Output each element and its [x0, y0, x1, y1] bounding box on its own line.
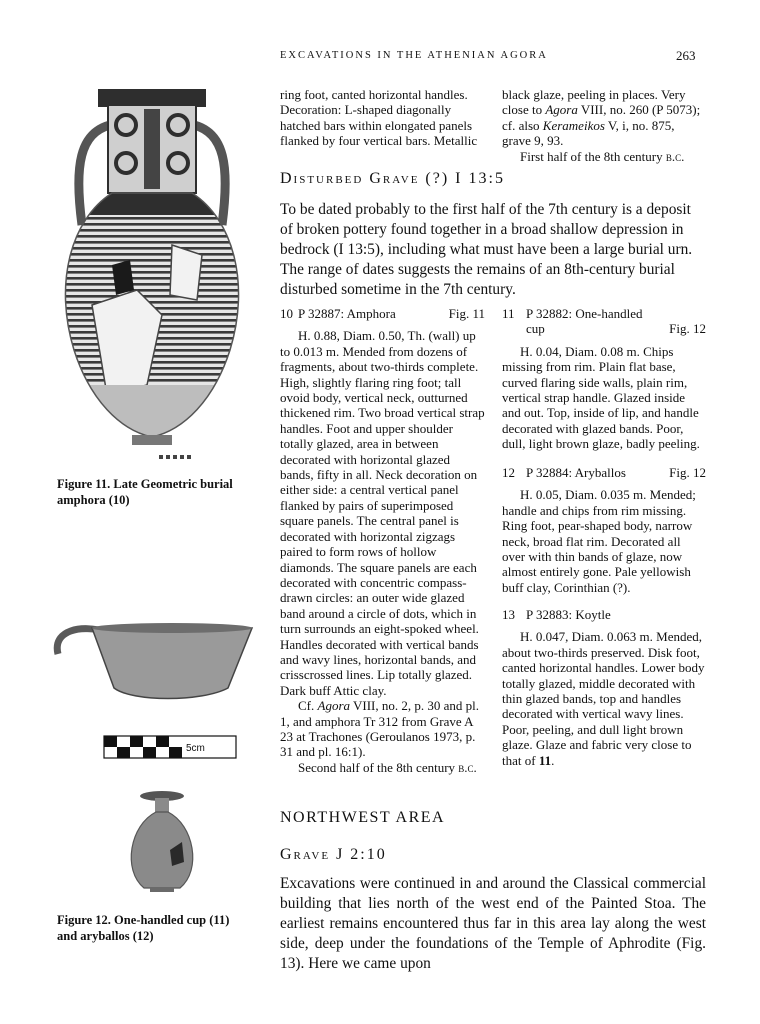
- section-heading-northwest: NORTHWEST AREA: [280, 809, 446, 826]
- entry-inventory-cont: cup: [526, 321, 545, 337]
- catalogue-entry-10: [280, 306, 485, 775]
- scale-bar: [104, 736, 236, 758]
- entry-inventory: P 32887: Amphora: [298, 306, 396, 321]
- continuation-text-right: black glaze, peeling in places. Very close to Agora VIII, no. 260 (P 5073); cf. also Kerameikos V, i, no. 875, grave 9, 93.: [502, 87, 701, 149]
- top-continuation-left: [280, 87, 485, 149]
- catalogue-entry-11: [502, 306, 706, 452]
- figure-reference: Fig. 12: [669, 321, 706, 337]
- entry-number: 12: [502, 465, 515, 480]
- entry-number: 13: [502, 607, 515, 622]
- entry-comparanda: Cf. Agora VIII, no. 2, p. 30 and pl. 1, and amphora Tr 312 from Grave A 23 at Trachones (Geroulanos 1973, p. 31 and pl. 16:1).: [280, 698, 480, 760]
- entry-number: 11: [502, 306, 515, 321]
- section-paragraph: To be dated probably to the first half of the 7th century is a deposit of broken pottery found together in a broad shallow depression in bedrock (I 13:5), including what must have been a large burial urn. The range of dates suggests the remains of an 8th-century burial disturbed sometime in the 7th century.: [280, 201, 693, 298]
- page-number: 263: [676, 48, 696, 63]
- scale-dots: [159, 455, 191, 459]
- entry-description: H. 0.05, Diam. 0.035 m. Mended; handle and chips from rim missing. Ring foot, pear-shaped body, narrow neck, broad flat rim. Decorated all over with thin bands of glaze, now almost entirely gone. Pale yellowish buff clay, Corinthian (?).: [502, 487, 696, 595]
- entry-description: H. 0.04, Diam. 0.08 m. Chips missing from rim. Plain flat base, curved flaring side walls, plain rim, vertical strap handle. Glazed inside and out. Top, inside of lip, and handle decorated with glazed bands. Poor, dull, light brown glaze, badly peeling.: [502, 343, 700, 452]
- entry-inventory: P 32883: Koytle: [526, 607, 611, 622]
- continuation-text: ring foot, canted horizontal handles. Decoration: L-shaped diagonally hatched bars within elongated panels flanked by four vertical bars. Metallic: [280, 87, 478, 149]
- entry-description: H. 0.88, Diam. 0.50, Th. (wall) up to 0.013 m. Mended from dozens of fragments, about two-thirds complete. High, slightly flaring ring foot; tall ovoid body, vertical neck, outturned thickened rim. Two broad vertical strap handles. Foot and upper shoulder totally glazed, area in between decorated with horizontal glazed bands, fifty in all. Neck decoration on either side: a central vertical panel flanked by pairs of superimposed square panels. The central panel is decorated with horizontal zigzags paired to form rows of hollow diamonds. The square panels are each decorated with concentric compass-drawn circles: an outer wide glazed band around a circle of dots, which in turn surrounds an eight-spoked wheel. Handles decorated with vertical bands and wavy lines, horizontal bands, and crisscrossed lines. Lip totally glazed. Dark buff Attic clay.: [280, 328, 485, 698]
- one-handled-cup: [57, 623, 252, 699]
- subsection-heading: Grave J 2:10: [280, 846, 387, 863]
- entry-number: 10: [280, 306, 293, 321]
- figure-11-caption: Figure 11. Late Geometric burial amphora (10): [57, 477, 233, 507]
- entry-description: H. 0.047, Diam. 0.063 m. Mended, about two-thirds preserved. Disk foot, canted horizontal handles. Lower body totally glazed, middle decorated with thin glazed bands, top and handles decorated with vertical wavy lines. Poor, peeling, and dull light brown glaze. Glaze and fabric very close to that of 11.: [502, 629, 705, 768]
- date-line: First half of the 8th century b.c.: [520, 148, 685, 164]
- catalogue-entry-12: [502, 465, 706, 595]
- aryballos: [131, 791, 193, 892]
- figure-12-caption: Figure 12. One-handled cup (11) and aryballos (12): [57, 913, 230, 943]
- catalogue-entry-13: [502, 607, 706, 768]
- top-continuation-right: [502, 87, 706, 164]
- section-paragraph: Excavations were continued in and around the Classical commercial building that lies north of the west end of the Painted Stoa. The earliest remains encountered thus far in this area lay along the west side, deep under the foundations of the Temple of Aphrodite (Fig. 13). Here we came upon: [280, 875, 706, 972]
- cup-aryballos-figure: [52, 610, 257, 910]
- amphora-foot: [132, 435, 172, 445]
- amphora-figure: [52, 85, 252, 465]
- section-heading: Disturbed Grave (?) I 13:5: [280, 170, 505, 187]
- figure-reference: Fig. 11: [448, 306, 485, 321]
- entry-date: Second half of the 8th century b.c.: [298, 759, 477, 775]
- scale-label: 5cm: [186, 743, 205, 754]
- entry-inventory: P 32882: One-handled: [526, 306, 643, 321]
- figure-reference: Fig. 12: [669, 465, 706, 480]
- running-title: EXCAVATIONS IN THE ATHENIAN AGORA: [280, 50, 548, 61]
- entry-inventory: P 32884: Aryballos: [526, 465, 626, 480]
